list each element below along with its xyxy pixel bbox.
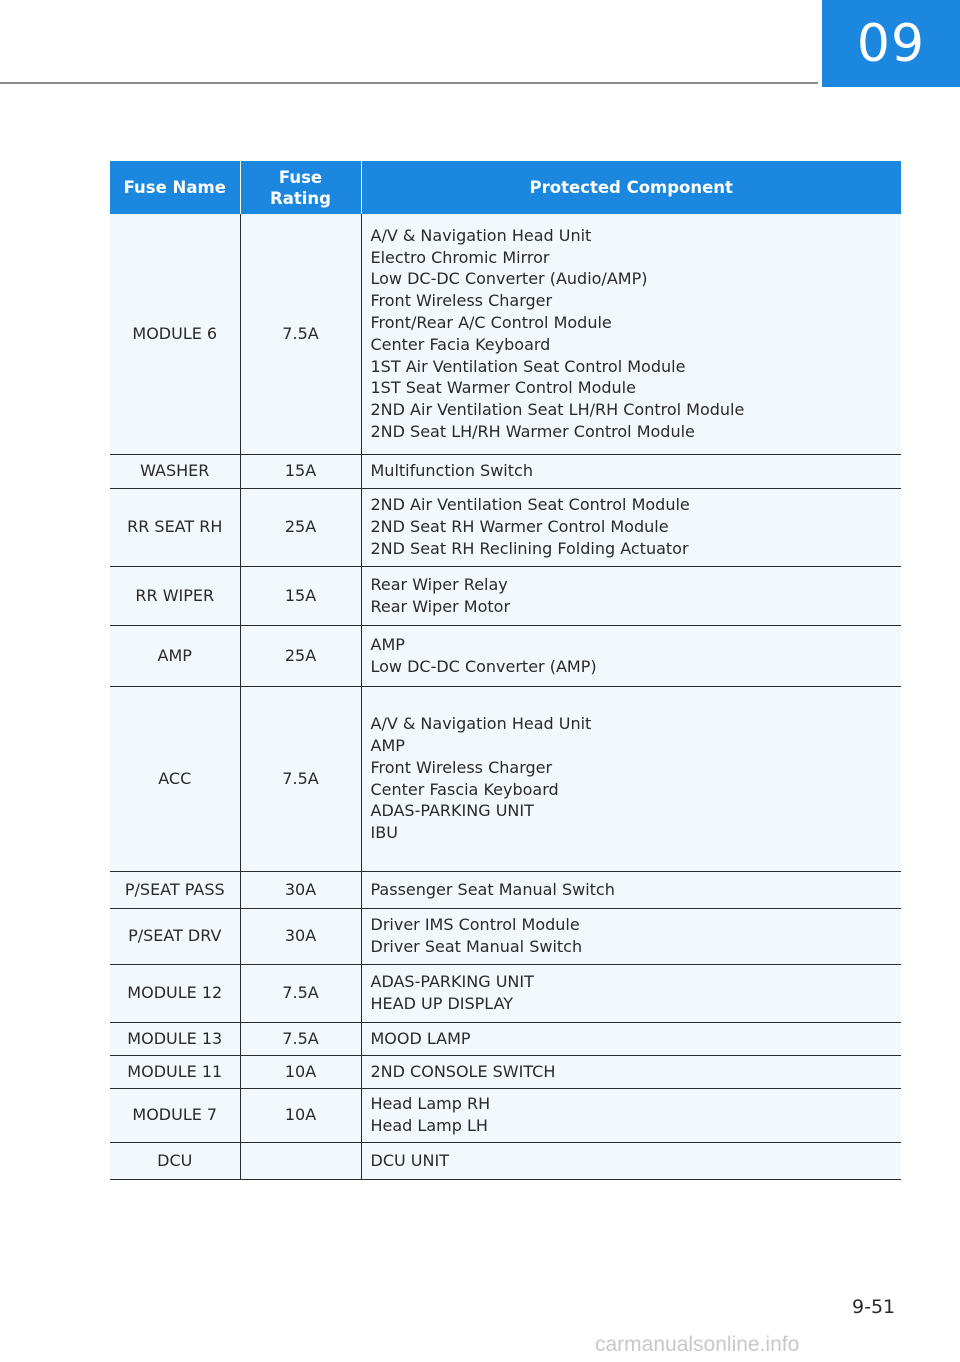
component-line: 2ND Seat LH/RH Warmer Control Module	[370, 421, 695, 441]
table-row	[110, 1022, 901, 1055]
component-line: Head Lamp LH	[370, 1116, 488, 1135]
table-row	[110, 1055, 901, 1088]
component-line: Driver IMS Control Module	[370, 915, 580, 935]
protected-component-cell	[361, 1142, 901, 1179]
fuse-rating-cell: 7.5A	[240, 1022, 361, 1055]
component-line: Front Wireless Charger	[370, 757, 553, 777]
fuse-rating-cell: 7.5A	[240, 214, 361, 454]
fuse-name-cell: MODULE 11	[110, 1055, 240, 1088]
component-line: Rear Wiper Relay	[370, 574, 508, 594]
protected-component-cell	[361, 686, 901, 871]
table-row	[110, 488, 901, 566]
protected-component-cell	[361, 871, 901, 908]
chapter-tab	[822, 0, 960, 87]
component-line: Low DC-DC Converter (Audio/AMP)	[370, 269, 648, 289]
fuse-rating-cell: 10A	[240, 1088, 361, 1142]
fuse-rating-cell: 15A	[240, 454, 361, 488]
component-line: Front/Rear A/C Control Module	[370, 312, 612, 332]
fuse-name-cell: WASHER	[110, 454, 240, 488]
fuse-name-cell: MODULE 6	[110, 214, 240, 454]
fuse-rating-cell: 30A	[240, 871, 361, 908]
table-row	[110, 214, 901, 454]
component-line: IBU	[370, 823, 398, 843]
page-number: 9-51	[852, 1296, 896, 1318]
protected-component-cell	[361, 488, 901, 566]
component-line: Front Wireless Charger	[370, 291, 553, 311]
component-line: 2ND Seat RH Reclining Folding Actuator	[370, 538, 689, 558]
component-line: Head Lamp RH	[370, 1094, 491, 1114]
component-line: MOOD LAMP	[370, 1028, 471, 1048]
component-line: Passenger Seat Manual Switch	[370, 879, 615, 899]
component-line: HEAD UP DISPLAY	[370, 994, 514, 1013]
table-header-row	[110, 161, 901, 214]
component-line: Center Fascia Keyboard	[370, 779, 559, 799]
component-line: Driver Seat Manual Switch	[370, 937, 583, 956]
component-line: 2ND CONSOLE SWITCH	[370, 1061, 556, 1081]
protected-component-cell	[361, 454, 901, 488]
component-line: A/V & Navigation Head Unit	[370, 225, 592, 245]
fuse-name-cell: DCU	[110, 1142, 240, 1179]
protected-component-cell	[361, 1088, 901, 1142]
component-line: Multifunction Switch	[370, 461, 533, 481]
component-line: Low DC-DC Converter (AMP)	[370, 656, 597, 676]
table-row	[110, 1088, 901, 1142]
chapter-number: 09	[856, 13, 926, 74]
watermark: carmanualsonline.info	[595, 1333, 800, 1356]
fuse-rating-cell: 15A	[240, 566, 361, 625]
table-row	[110, 566, 901, 625]
fuse-rating-cell: 10A	[240, 1055, 361, 1088]
component-line: 2ND Air Ventilation Seat LH/RH Control Module	[370, 400, 745, 420]
fuse-name-cell: P/SEAT DRV	[110, 908, 240, 964]
table-body	[110, 214, 901, 1179]
fuse-rating-cell: 25A	[240, 488, 361, 566]
component-line: DCU UNIT	[370, 1150, 449, 1170]
component-line: AMP	[370, 735, 405, 755]
protected-component-cell	[361, 625, 901, 686]
component-line: AMP	[370, 634, 405, 654]
protected-component-cell	[361, 214, 901, 454]
fuse-name-cell: AMP	[110, 625, 240, 686]
table-row	[110, 1142, 901, 1179]
header-protected-component: Protected Component	[361, 161, 901, 214]
component-line: ADAS-PARKING UNIT	[370, 972, 534, 992]
table-row	[110, 908, 901, 964]
fuse-rating-cell: 7.5A	[240, 686, 361, 871]
component-line: 2ND Air Ventilation Seat Control Module	[370, 495, 690, 515]
fuse-name-cell: MODULE 12	[110, 964, 240, 1022]
header-fuse-name: Fuse Name	[110, 161, 240, 214]
fuse-rating-cell: 25A	[240, 625, 361, 686]
header-rule	[0, 82, 818, 84]
protected-component-cell	[361, 1055, 901, 1088]
fuse-table	[110, 161, 901, 1180]
component-line: 1ST Seat Warmer Control Module	[370, 378, 636, 398]
header-fuse-rating-text: Fuse Rating	[270, 167, 331, 208]
table-row	[110, 964, 901, 1022]
component-line: A/V & Navigation Head Unit	[370, 714, 592, 734]
component-line: Rear Wiper Motor	[370, 596, 511, 616]
table-row	[110, 625, 901, 686]
protected-component-cell	[361, 566, 901, 625]
fuse-name-cell: RR SEAT RH	[110, 488, 240, 566]
component-line: 1ST Air Ventilation Seat Control Module	[370, 356, 686, 376]
fuse-name-cell: RR WIPER	[110, 566, 240, 625]
table-row	[110, 686, 901, 871]
table-row	[110, 454, 901, 488]
fuse-rating-cell: 30A	[240, 908, 361, 964]
fuse-name-cell: MODULE 7	[110, 1088, 240, 1142]
header-fuse-rating	[240, 161, 361, 214]
fuse-name-cell: ACC	[110, 686, 240, 871]
fuse-name-cell: MODULE 13	[110, 1022, 240, 1055]
fuse-name-cell: P/SEAT PASS	[110, 871, 240, 908]
table-row	[110, 871, 901, 908]
fuse-rating-cell: 7.5A	[240, 964, 361, 1022]
protected-component-cell	[361, 1022, 901, 1055]
protected-component-cell	[361, 964, 901, 1022]
fuse-rating-cell	[240, 1142, 361, 1179]
component-line: Center Facia Keyboard	[370, 334, 551, 354]
component-line: ADAS-PARKING UNIT	[370, 801, 534, 821]
protected-component-cell	[361, 908, 901, 964]
component-line: 2ND Seat RH Warmer Control Module	[370, 517, 669, 537]
component-line: Electro Chromic Mirror	[370, 247, 550, 267]
